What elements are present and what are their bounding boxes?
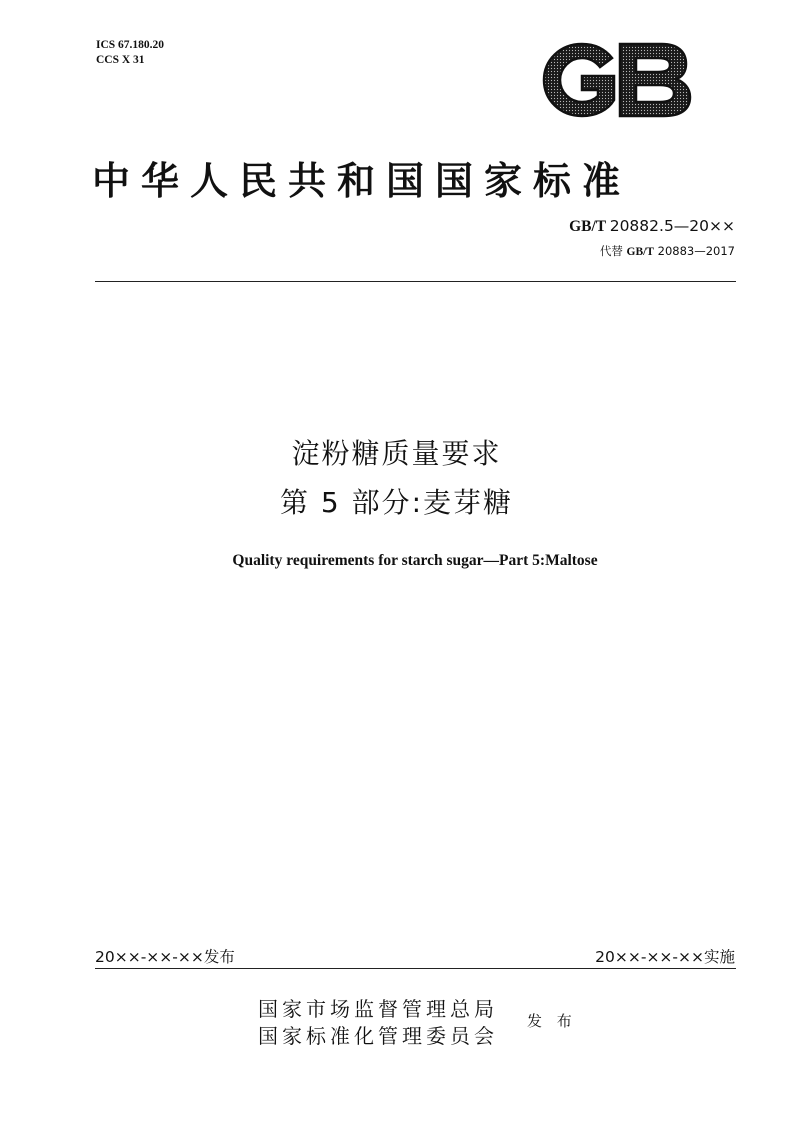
classification-codes (96, 38, 164, 68)
issue-date: 20××-××-××发布 (95, 948, 235, 966)
ics-code: ICS 67.180.20 (96, 39, 165, 51)
issuer-sac: 国家标准化管理委员会 (258, 1024, 498, 1048)
standard-prefix: GB/T (569, 218, 606, 235)
replaces-standard (600, 243, 735, 259)
standard-category-title: 中华人民共和国国家标准 (92, 158, 632, 203)
header-divider (95, 281, 736, 282)
issuer-samr: 国家市场监督管理总局 (258, 997, 498, 1021)
document-title-line2: 第 5 部分:麦芽糖 (279, 486, 514, 519)
publish-label: 发 布 (527, 1012, 577, 1030)
standard-number (569, 217, 735, 236)
standard-code: 20882.5—20×× (609, 217, 735, 235)
document-title-english: Quality requirements for starch sugar—Part 5:Maltose (232, 552, 598, 569)
replaces-prefix: GB/T (626, 246, 654, 258)
footer-divider (95, 968, 736, 969)
ccs-code: CCS X 31 (96, 54, 145, 66)
gb-logo (538, 40, 694, 120)
document-title-line1: 淀粉糖质量要求 (291, 437, 502, 470)
replaces-label: 代替 (599, 244, 623, 258)
replaces-number: 20883—2017 (657, 244, 735, 258)
implementation-date: 20××-××-××实施 (595, 948, 735, 966)
